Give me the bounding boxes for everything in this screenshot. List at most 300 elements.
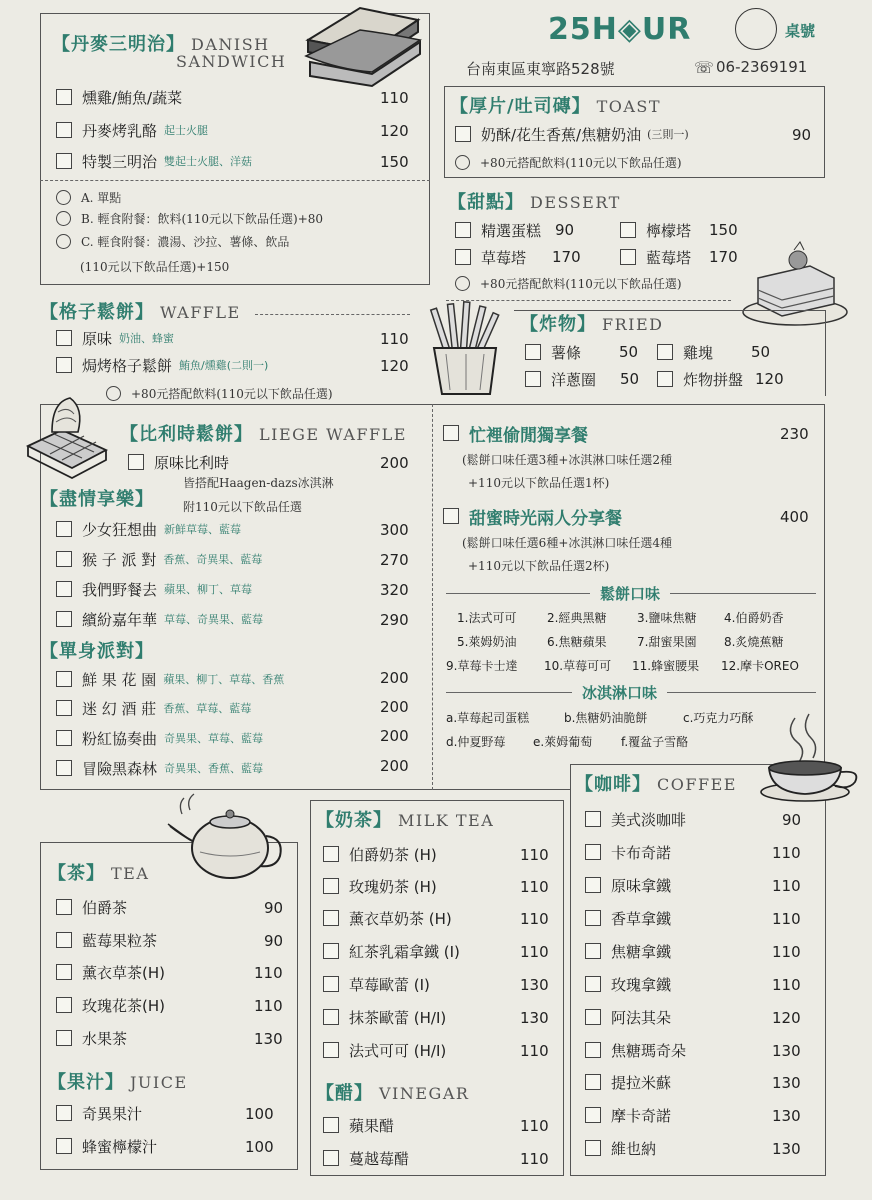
item-name: 玫瑰奶茶 (H) xyxy=(349,877,437,896)
radio[interactable] xyxy=(455,155,470,170)
checkbox[interactable] xyxy=(56,671,72,687)
brand-logo: 25H◈UR xyxy=(548,12,692,47)
radio[interactable] xyxy=(56,234,71,249)
waffle-price-2: 120 xyxy=(380,357,409,375)
item-price: 170 xyxy=(552,248,581,266)
liege-item[interactable] xyxy=(128,451,229,473)
checkbox[interactable] xyxy=(585,811,601,827)
item-note: 香蕉、草莓、藍莓 xyxy=(163,702,252,715)
enjoy-price-3: 320 xyxy=(380,581,409,599)
item-price: 50 xyxy=(619,343,639,361)
checkbox[interactable] xyxy=(657,371,673,387)
set-meal-1[interactable] xyxy=(443,422,588,444)
enjoy-price-2: 270 xyxy=(380,551,409,569)
single-item-4[interactable] xyxy=(56,757,263,779)
danish-item-1[interactable] xyxy=(56,86,182,108)
flavor-11: 11.蜂蜜腰果 xyxy=(632,659,700,673)
juice-price-2: 100 xyxy=(245,1138,274,1156)
item-price: 170 xyxy=(709,248,738,266)
item-name: 薯條 xyxy=(551,343,582,362)
danish-price-1: 110 xyxy=(380,89,409,107)
item-name: 玫瑰花茶(H) xyxy=(82,996,165,1015)
checkbox[interactable] xyxy=(620,249,636,265)
single-heading-cn: 【單身派對】 xyxy=(40,641,154,662)
item-name: 伯爵奶茶 (H) xyxy=(349,845,437,864)
dessert-item-4[interactable] xyxy=(620,246,738,268)
radio[interactable] xyxy=(56,190,71,205)
item-name: 鮮 果 花 園 xyxy=(82,670,157,689)
section-vertical-divider xyxy=(432,404,433,790)
checkbox[interactable] xyxy=(56,122,72,138)
checkbox[interactable] xyxy=(56,1030,72,1046)
tea-price-4: 110 xyxy=(254,997,283,1015)
checkbox[interactable] xyxy=(323,1009,339,1025)
toast-heading-cn: 【厚片/吐司磚】 xyxy=(450,96,591,117)
item-price: 120 xyxy=(755,370,784,388)
item-name: 精選蛋糕 xyxy=(481,221,542,240)
enjoy-price-1: 300 xyxy=(380,521,409,539)
item-name: 焦糖瑪奇朵 xyxy=(611,1041,687,1060)
table-number-circle[interactable] xyxy=(735,8,777,50)
tea-heading-en: TEA xyxy=(111,864,150,883)
fried-item-3[interactable] xyxy=(525,368,639,390)
liege-waffle-icon xyxy=(22,392,112,484)
waffle-divider xyxy=(255,314,410,315)
checkbox[interactable] xyxy=(585,976,601,992)
coffee-item-8[interactable] xyxy=(585,1039,686,1061)
checkbox[interactable] xyxy=(455,249,471,265)
item-name: 炸物拼盤 xyxy=(683,370,744,389)
item-name: 卡布奇諾 xyxy=(611,843,672,862)
item-name: 迷 幻 酒 莊 xyxy=(82,699,157,718)
milktea-price-4: 110 xyxy=(520,943,549,961)
dessert-heading xyxy=(448,188,621,214)
item-name: 藍莓果粒茶 xyxy=(82,931,158,950)
checkbox[interactable] xyxy=(56,1138,72,1154)
flavor-12: 12.摩卡OREO xyxy=(721,659,799,673)
table-number-label: 桌號 xyxy=(785,22,816,40)
milktea-price-1: 110 xyxy=(520,846,549,864)
coffee-item-10[interactable] xyxy=(585,1104,671,1126)
waffle-flavor-title: 鬆餅口味 xyxy=(590,583,670,604)
checkbox[interactable] xyxy=(56,1105,72,1121)
flavor-2: 2.經典黑糖 xyxy=(547,611,607,625)
teapot-icon xyxy=(160,790,290,886)
item-name: 洋蔥圈 xyxy=(551,370,597,389)
coffee-cup-icon xyxy=(755,708,867,804)
checkbox[interactable] xyxy=(56,330,72,346)
tea-price-3: 110 xyxy=(254,964,283,982)
danish-heading-en2: SANDWICH xyxy=(176,52,287,71)
item-note: 蘋果、柳丁、草莓、香蕉 xyxy=(163,673,285,686)
checkbox[interactable] xyxy=(56,700,72,716)
fried-heading xyxy=(520,310,663,336)
coffee-item-1[interactable] xyxy=(585,808,686,830)
item-name: 忙裡偷閒獨享餐 xyxy=(469,425,588,446)
coffee-item-11[interactable] xyxy=(585,1137,656,1159)
toast-heading-en: TOAST xyxy=(596,97,662,116)
single-price-4: 200 xyxy=(380,757,409,775)
set-desc-2b: +110元以下飲品任選2杯) xyxy=(468,559,610,573)
checkbox[interactable] xyxy=(323,1042,339,1058)
enjoy-item-2[interactable] xyxy=(56,548,262,570)
fried-item-2[interactable] xyxy=(657,341,770,363)
item-note: 蘋果、柳丁、草莓 xyxy=(164,583,253,596)
waffle-item-1[interactable] xyxy=(56,327,174,349)
checkbox[interactable] xyxy=(585,877,601,893)
checkbox[interactable] xyxy=(323,846,339,862)
flavor-9: 9.草莓卡士達 xyxy=(446,659,518,673)
coffee-price-10: 130 xyxy=(772,1107,801,1125)
item-name: 焗烤格子鬆餅 xyxy=(82,356,173,375)
danish-item-3[interactable] xyxy=(56,150,252,172)
fried-item-1[interactable] xyxy=(525,341,638,363)
coffee-item-4[interactable] xyxy=(585,907,671,929)
item-name: 雞塊 xyxy=(683,343,714,362)
single-price-3: 200 xyxy=(380,727,409,745)
vinegar-item-2[interactable] xyxy=(323,1147,409,1169)
vinegar-heading-cn: 【醋】 xyxy=(316,1083,373,1104)
checkbox[interactable] xyxy=(323,910,339,926)
checkbox[interactable] xyxy=(585,943,601,959)
danish-price-2: 120 xyxy=(380,122,409,140)
milktea-price-5: 130 xyxy=(520,976,549,994)
option-text: C. 輕食附餐：濃湯、沙拉、薯條、飲品 xyxy=(81,234,290,249)
milktea-price-2: 110 xyxy=(520,878,549,896)
item-name: 薰衣草奶茶 (H) xyxy=(349,909,452,928)
waffle-heading-cn: 【格子鬆餅】 xyxy=(40,302,154,323)
flavor-8: 8.炙燒蕉糖 xyxy=(724,635,784,649)
checkbox[interactable] xyxy=(585,844,601,860)
tea-item-3[interactable] xyxy=(56,961,165,983)
coffee-item-5[interactable] xyxy=(585,940,671,962)
item-price: 150 xyxy=(709,221,738,239)
item-name: 美式淡咖啡 xyxy=(611,810,687,829)
waffle-heading-en: WAFFLE xyxy=(160,303,241,322)
danish-option-c-line2: (110元以下飲品任選)+150 xyxy=(80,260,230,274)
tea-heading xyxy=(48,859,149,885)
item-name: 法式可可 (H/I) xyxy=(349,1041,447,1060)
flavor-6: 6.焦糖蘋果 xyxy=(547,635,607,649)
item-name: 焦糖拿鐵 xyxy=(611,942,672,961)
checkbox[interactable] xyxy=(585,1107,601,1123)
item-name: 少女狂想曲 xyxy=(82,520,158,539)
item-note: 草莓、奇異果、藍莓 xyxy=(164,613,264,626)
dessert-addon[interactable] xyxy=(455,272,682,294)
coffee-item-7[interactable] xyxy=(585,1006,671,1028)
item-note: 香蕉、奇異果、藍莓 xyxy=(163,553,263,566)
checkbox[interactable] xyxy=(585,910,601,926)
sandwich-illustration-icon xyxy=(300,0,425,88)
icecream-d: d.仲夏野莓 xyxy=(446,735,506,749)
item-price: 90 xyxy=(555,221,575,239)
coffee-price-9: 130 xyxy=(772,1074,801,1092)
item-name: 薰衣草茶(H) xyxy=(82,963,165,982)
checkbox[interactable] xyxy=(455,222,471,238)
tea-heading-cn: 【茶】 xyxy=(48,863,105,884)
single-item-2[interactable] xyxy=(56,697,251,719)
item-note: (三則一) xyxy=(647,128,689,141)
tea-price-1: 90 xyxy=(264,899,284,917)
liege-heading-cn: 【比利時鬆餅】 xyxy=(120,424,253,445)
tea-price-5: 130 xyxy=(254,1030,283,1048)
checkbox[interactable] xyxy=(128,454,144,470)
item-name: 伯爵茶 xyxy=(82,898,128,917)
flavor-1: 1.法式可可 xyxy=(457,611,517,625)
set-meal-2[interactable] xyxy=(443,505,622,527)
milktea-item-4[interactable] xyxy=(323,940,460,962)
coffee-item-2[interactable] xyxy=(585,841,671,863)
fried-heading-en: FRIED xyxy=(602,315,664,334)
icecream-c: c.巧克力巧酥 xyxy=(683,711,754,725)
juice-item-1[interactable] xyxy=(56,1102,142,1124)
item-name: 蜂蜜檸檬汁 xyxy=(82,1137,158,1156)
fried-item-4[interactable] xyxy=(657,368,784,390)
item-name: 我們野餐去 xyxy=(82,580,158,599)
item-name: 猴 子 派 對 xyxy=(82,550,157,569)
milktea-price-3: 110 xyxy=(520,910,549,928)
item-name: 繽紛嘉年華 xyxy=(82,610,158,629)
item-name: 抹茶歐蕾 (H/I) xyxy=(349,1008,447,1027)
item-note: 新鮮草莓、藍莓 xyxy=(164,523,242,536)
checkbox[interactable] xyxy=(56,932,72,948)
coffee-heading xyxy=(575,770,737,796)
danish-option-c[interactable] xyxy=(56,230,289,252)
enjoy-note-1: 皆搭配Haagen-dazs冰淇淋 xyxy=(183,476,334,490)
danish-option-a[interactable] xyxy=(56,186,121,208)
icecream-a: a.草莓起司蛋糕 xyxy=(446,711,530,725)
item-name: 冒險黑森林 xyxy=(82,759,158,778)
flavor-4: 4.伯爵奶香 xyxy=(724,611,784,625)
coffee-item-9[interactable] xyxy=(585,1071,671,1093)
phone-icon: ☏ xyxy=(694,58,715,77)
vinegar-heading xyxy=(316,1079,469,1105)
coffee-heading-en: COFFEE xyxy=(657,775,737,794)
checkbox[interactable] xyxy=(56,964,72,980)
coffee-price-2: 110 xyxy=(772,844,801,862)
tea-item-5[interactable] xyxy=(56,1027,127,1049)
icecream-f: f.覆盆子雪酪 xyxy=(621,735,689,749)
tea-price-2: 90 xyxy=(264,932,284,950)
coffee-price-5: 110 xyxy=(772,943,801,961)
milktea-heading-en: MILK TEA xyxy=(398,811,495,830)
item-name: 特製三明治 xyxy=(82,152,158,171)
single-price-2: 200 xyxy=(380,698,409,716)
checkbox[interactable] xyxy=(56,581,72,597)
dessert-heading-cn: 【甜點】 xyxy=(448,192,524,213)
dessert-item-1[interactable] xyxy=(455,219,574,241)
item-name: 奶酥/花生香蕉/焦糖奶油 xyxy=(481,125,642,144)
item-note: 奶油、蜂蜜 xyxy=(119,332,175,345)
item-name: 蘋果醋 xyxy=(349,1116,395,1135)
coffee-price-7: 120 xyxy=(772,1009,801,1027)
item-price: 50 xyxy=(751,343,771,361)
danish-divider xyxy=(40,180,430,181)
danish-heading-cn: 【丹麥三明治】 xyxy=(52,34,185,55)
item-name: 草莓歐蕾 (I) xyxy=(349,975,430,994)
set-price-2: 400 xyxy=(780,508,809,526)
checkbox[interactable] xyxy=(56,89,72,105)
item-note: 鮪魚/燻雞(二則一) xyxy=(179,359,269,372)
checkbox[interactable] xyxy=(443,508,459,524)
enjoy-item-3[interactable] xyxy=(56,578,252,600)
coffee-heading-cn: 【咖啡】 xyxy=(575,774,651,795)
single-item-3[interactable] xyxy=(56,727,263,749)
milktea-heading xyxy=(316,806,494,832)
juice-heading-cn: 【果汁】 xyxy=(48,1072,124,1093)
tea-item-4[interactable] xyxy=(56,994,165,1016)
item-name: 紅茶乳霜拿鐵 (I) xyxy=(349,942,460,961)
enjoy-price-4: 290 xyxy=(380,611,409,629)
dessert-item-3[interactable] xyxy=(455,246,581,268)
coffee-price-4: 110 xyxy=(772,910,801,928)
milktea-item-5[interactable] xyxy=(323,973,430,995)
danish-heading-en: DANISH xyxy=(191,35,270,54)
toast-addon[interactable] xyxy=(455,151,682,173)
milktea-item-2[interactable] xyxy=(323,875,437,897)
addon-text: +80元搭配飲料(110元以下飲品任選) xyxy=(480,155,682,170)
icecream-title: 冰淇淋口味 xyxy=(572,682,667,703)
checkbox[interactable] xyxy=(525,344,541,360)
item-name: 摩卡奇諾 xyxy=(611,1106,672,1125)
item-name: 提拉米蘇 xyxy=(611,1073,672,1092)
item-name: 檸檬塔 xyxy=(646,221,692,240)
item-price: 50 xyxy=(620,370,640,388)
addon-text: +80元搭配飲料(110元以下飲品任選) xyxy=(480,276,682,291)
checkbox[interactable] xyxy=(323,878,339,894)
icecream-e: e.萊姆葡萄 xyxy=(533,735,593,749)
juice-heading-en: JUICE xyxy=(130,1073,188,1092)
toast-price: 90 xyxy=(792,126,812,144)
dessert-item-2[interactable] xyxy=(620,219,738,241)
checkbox[interactable] xyxy=(56,760,72,776)
checkbox[interactable] xyxy=(455,126,471,142)
item-note: 奇異果、草莓、藍莓 xyxy=(164,732,264,745)
checkbox[interactable] xyxy=(585,1140,601,1156)
flavor-10: 10.草莓可可 xyxy=(544,659,612,673)
item-name: 原味比利時 xyxy=(154,453,230,472)
coffee-price-6: 110 xyxy=(772,976,801,994)
address: 台南東區東寧路528號 xyxy=(466,60,615,78)
checkbox[interactable] xyxy=(323,1150,339,1166)
toast-heading xyxy=(450,92,661,118)
french-fries-icon xyxy=(420,298,510,398)
checkbox[interactable] xyxy=(56,153,72,169)
option-text: B. 輕食附餐：飲料(110元以下飲品任選)+80 xyxy=(81,211,324,226)
toast-item[interactable] xyxy=(455,123,689,145)
checkbox[interactable] xyxy=(323,1117,339,1133)
vinegar-price-2: 110 xyxy=(520,1150,549,1168)
flavor-3: 3.鹽味焦糖 xyxy=(637,611,697,625)
set-desc-2a: (鬆餅口味任選6種+冰淇淋口味任選4種 xyxy=(462,536,673,550)
item-note: 奇異果、香蕉、藍莓 xyxy=(164,762,264,775)
milktea-price-6: 130 xyxy=(520,1009,549,1027)
single-heading xyxy=(40,637,154,663)
item-name: 甜蜜時光兩人分享餐 xyxy=(469,508,622,529)
milktea-item-7[interactable] xyxy=(323,1039,446,1061)
single-item-1[interactable] xyxy=(56,668,284,690)
checkbox[interactable] xyxy=(657,344,673,360)
danish-price-3: 150 xyxy=(380,153,409,171)
checkbox[interactable] xyxy=(585,1009,601,1025)
juice-item-2[interactable] xyxy=(56,1135,157,1157)
set-price-1: 230 xyxy=(780,425,809,443)
flavor-5: 5.萊姆奶油 xyxy=(457,635,517,649)
milktea-item-3[interactable] xyxy=(323,907,452,929)
item-name: 粉紅協奏曲 xyxy=(82,729,158,748)
liege-heading-en: LIEGE WAFFLE xyxy=(259,425,407,444)
checkbox[interactable] xyxy=(323,976,339,992)
flavor-7: 7.甜蜜果園 xyxy=(637,635,697,649)
coffee-item-3[interactable] xyxy=(585,874,671,896)
vinegar-price-1: 110 xyxy=(520,1117,549,1135)
option-text: A. 單點 xyxy=(81,190,122,205)
set-desc-1a: (鬆餅口味任選3種+冰淇淋口味任選2種 xyxy=(462,453,673,467)
enjoy-heading xyxy=(40,485,154,511)
item-name: 玫瑰拿鐵 xyxy=(611,975,672,994)
checkbox[interactable] xyxy=(585,1074,601,1090)
item-name: 燻雞/鮪魚/蔬菜 xyxy=(82,88,183,107)
item-name: 草莓塔 xyxy=(481,248,527,267)
phone-number: 06-2369191 xyxy=(716,58,808,76)
waffle-addon[interactable] xyxy=(106,382,333,404)
danish-option-b[interactable] xyxy=(56,207,323,229)
checkbox[interactable] xyxy=(56,611,72,627)
coffee-item-6[interactable] xyxy=(585,973,671,995)
milktea-item-6[interactable] xyxy=(323,1006,446,1028)
single-price-1: 200 xyxy=(380,669,409,687)
coffee-price-8: 130 xyxy=(772,1042,801,1060)
checkbox[interactable] xyxy=(56,899,72,915)
milktea-item-1[interactable] xyxy=(323,843,437,865)
item-note: 起士火腿 xyxy=(164,124,209,137)
set-desc-1b: +110元以下飲品任選1杯) xyxy=(468,476,610,490)
checkbox[interactable] xyxy=(56,357,72,373)
checkbox[interactable] xyxy=(620,222,636,238)
checkbox[interactable] xyxy=(56,997,72,1013)
item-name: 香草拿鐵 xyxy=(611,909,672,928)
item-name: 原味拿鐵 xyxy=(611,876,672,895)
danish-item-2[interactable] xyxy=(56,119,208,141)
enjoy-heading-cn: 【盡情享樂】 xyxy=(40,489,154,510)
enjoy-item-1[interactable] xyxy=(56,518,241,540)
icecream-b: b.焦糖奶油脆餅 xyxy=(564,711,648,725)
radio[interactable] xyxy=(56,211,71,226)
checkbox[interactable] xyxy=(323,943,339,959)
checkbox[interactable] xyxy=(56,521,72,537)
item-name: 丹麥烤乳酪 xyxy=(82,121,158,140)
milktea-price-7: 110 xyxy=(520,1042,549,1060)
checkbox[interactable] xyxy=(443,425,459,441)
enjoy-item-4[interactable] xyxy=(56,608,263,630)
checkbox[interactable] xyxy=(56,551,72,567)
checkbox[interactable] xyxy=(585,1042,601,1058)
vinegar-heading-en: VINEGAR xyxy=(379,1084,470,1103)
milktea-heading-cn: 【奶茶】 xyxy=(316,810,392,831)
waffle-item-2[interactable] xyxy=(56,354,268,376)
tea-item-2[interactable] xyxy=(56,929,157,951)
vinegar-item-1[interactable] xyxy=(323,1114,394,1136)
juice-price-1: 100 xyxy=(245,1105,274,1123)
checkbox[interactable] xyxy=(56,730,72,746)
dessert-heading-en: DESSERT xyxy=(530,193,621,212)
waffle-price-1: 110 xyxy=(380,330,409,348)
item-name: 藍莓塔 xyxy=(646,248,692,267)
tea-item-1[interactable] xyxy=(56,896,127,918)
enjoy-note-2: 附110元以下飲品任選 xyxy=(183,500,302,514)
radio[interactable] xyxy=(455,276,470,291)
checkbox[interactable] xyxy=(525,371,541,387)
